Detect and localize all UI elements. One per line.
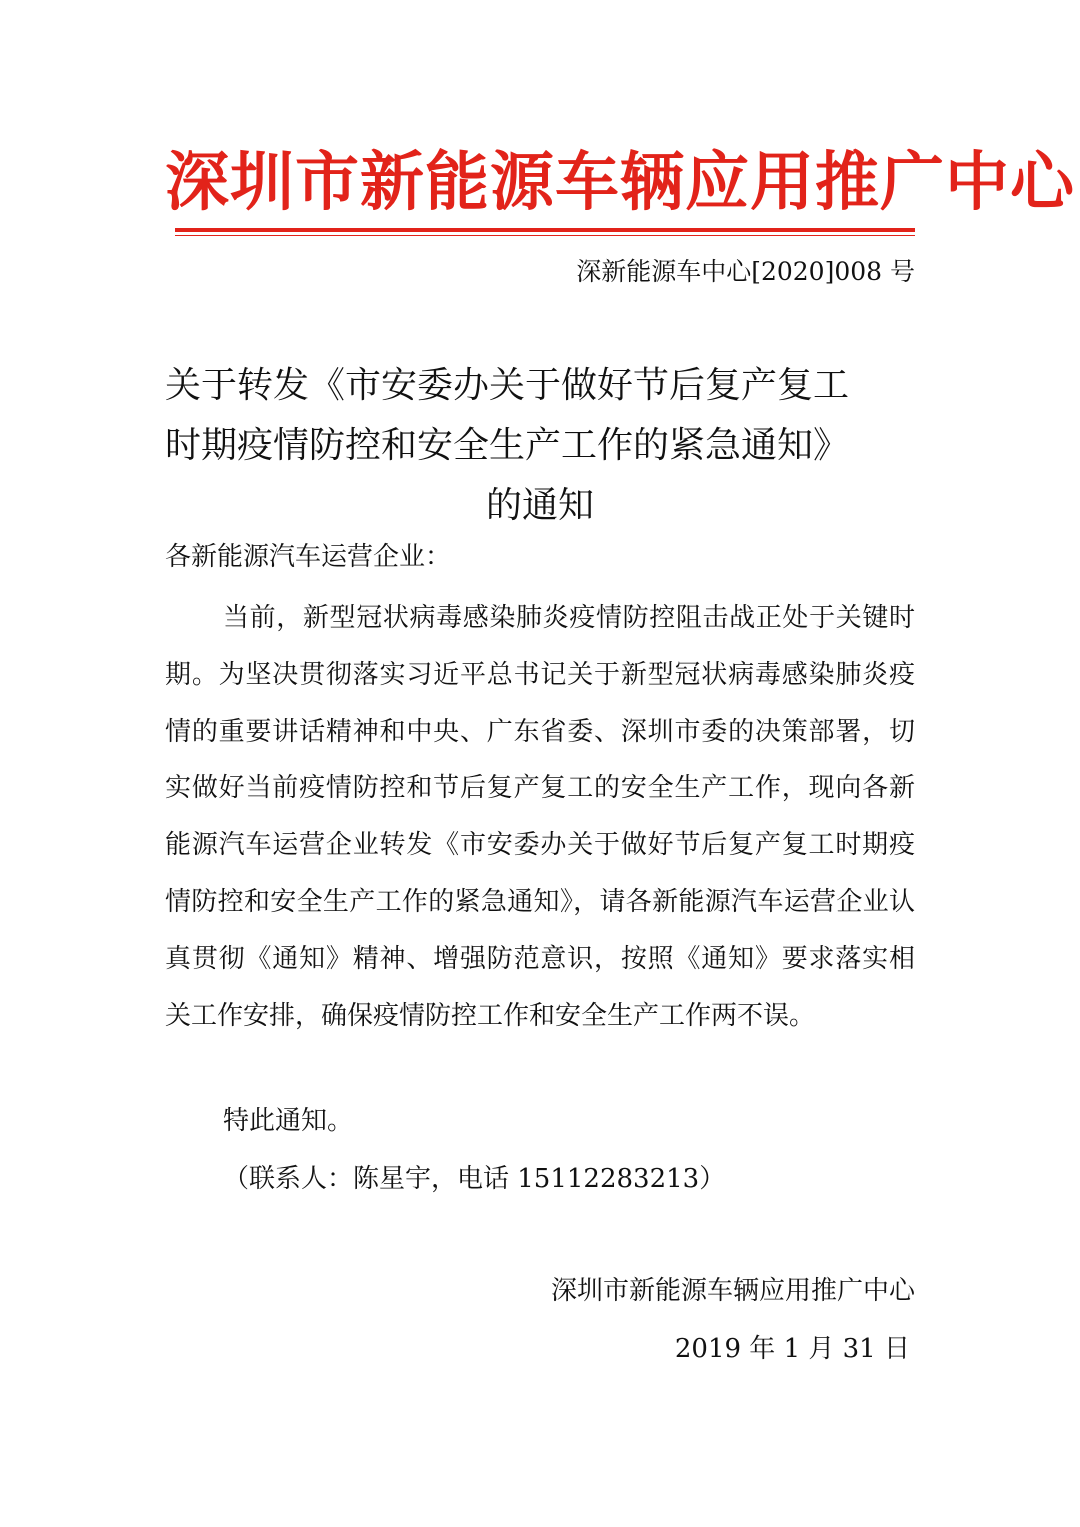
signature-organization: 深圳市新能源车辆应用推广中心: [550, 1276, 915, 1306]
document-title: [165, 356, 915, 536]
closing-line: 特此通知。: [223, 1106, 354, 1136]
letterhead-organization: 深圳市新能源车辆应用推广中心: [165, 146, 1075, 220]
document-number: 深新能源车中心[2020]008 号: [576, 257, 915, 286]
title-line-1: 关于转发《市安委办关于做好节后复产复工: [165, 365, 850, 406]
title-line-2: 时期疫情防控和安全生产工作的紧急通知》: [165, 425, 850, 466]
body-paragraph: 当前，新型冠状病毒感染肺炎疫情防控阻击战正处于关键时期。为坚决贯彻落实习近平总书记关于新型冠状病毒感染肺炎疫情的重要讲话精神和中央、广东省委、深圳市委的决策部署，切实做好当前疫情防控和节后复产复工的安全生产工作，现向各新能源汽车运营企业转发《市安委办关于做好节后复产复工时期疫情防控和安全生产工作的紧急通知》，请各新能源汽车运营企业认真贯彻《通知》精神、增强防范意识，按照《通知》要求落实相关工作安排，确保疫情防控工作和安全生产工作两不误。: [165, 603, 915, 1031]
salutation: 各新能源汽车运营企业：: [165, 542, 452, 572]
letterhead-red-rule: [175, 228, 915, 232]
contact-info: （联系人：陈星宇，电话 15112283213）: [223, 1164, 726, 1194]
signature-date: 2019 年 1 月 31 日: [674, 1334, 910, 1364]
letterhead-red-rule-thin: [175, 235, 915, 236]
title-line-3: 的通知: [485, 485, 594, 526]
